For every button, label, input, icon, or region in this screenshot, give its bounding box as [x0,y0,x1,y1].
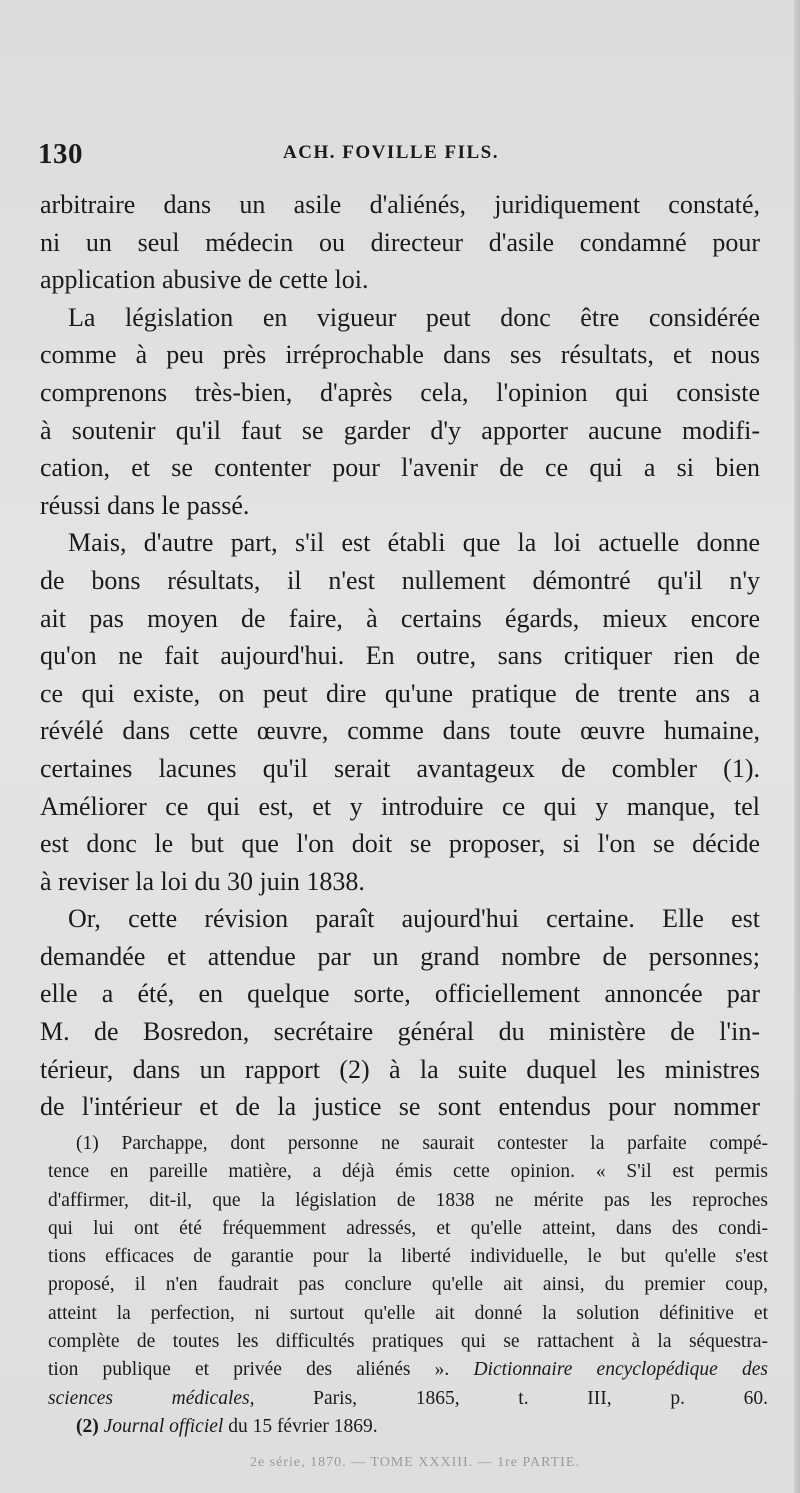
body-line: réussi dans le passé. [40,490,250,520]
footnote-2-source-rest: du 15 février 1869. [223,1415,378,1437]
body-line: La législation en vigueur peut donc être considérée [68,302,760,332]
body-line: à soutenir qu'il faut se garder d'y apporter aucune modifi- [40,415,760,445]
page-header [38,138,758,178]
body-line: cation, et se contenter pour l'avenir de ce qui a si bien [40,453,760,483]
body-line: de bons résultats, il n'est nullement démontré qu'il n'y [40,565,760,595]
body-line: Améliorer ce qui est, et y introduire ce qui y manque, tel [40,791,760,821]
body-line: de l'intérieur et de la justice se sont entendus pour nommer [40,1092,760,1122]
footnote-2 [48,1413,768,1441]
body-line: comprenons très-bien, d'après cela, l'opinion qui consiste [40,377,760,407]
page-edge-shadow [794,0,800,1493]
footnote-line: proposé, il n'en faudrait pas conclure qu'elle ait ainsi, du premier coup, [48,1274,768,1296]
footnote-1 [48,1130,768,1385]
footnote-line: qui lui ont été fréquemment adressés, et qu'elle atteint, dans des condi- [48,1217,768,1239]
footnote-line: complète de toutes les difficultés pratiques qui se rattachent à la séquestra- [48,1331,768,1353]
footnotes [48,1130,768,1441]
footnote-2-marker: (2) [76,1415,99,1437]
body-line: comme à peu près irréprochable dans ses résultats, et nous [40,340,760,370]
footnote-line [48,1356,768,1384]
body-line: Mais, d'autre part, s'il est établi que la loi actuelle donne [68,528,760,558]
body-line: ni un seul médecin ou directeur d'asile condamné pour [40,227,760,257]
footnote-line: atteint la perfection, ni surtout qu'elle ait donné la solution définitive et [48,1302,768,1324]
footnote-1-source-rest: Paris, 1865, t. III, p. 60. [254,1387,768,1409]
footnote-line-text: tion publique et privée des aliénés ». [48,1359,474,1381]
body-line: application abusive de cette loi. [40,265,369,295]
footnote-2-source-title: Journal officiel [103,1415,224,1437]
footnote-1-source-title: Dictionnaire encyclopédique des [473,1359,768,1381]
running-head: ACH. FOVILLE FILS. [283,142,499,163]
body-line: arbitraire dans un asile d'aliénés, juridiquement constaté, [40,190,760,219]
body-line: ait pas moyen de faire, à certains égards, mieux encore [40,603,760,633]
body-line: qu'on ne fait aujourd'hui. En outre, sans critiquer rien de [40,641,760,671]
body-line: ce qui existe, on peut dire qu'une pratique de trente ans a [40,678,760,708]
body-text [40,186,760,1126]
footnote-1-source-line [48,1385,768,1413]
page-number: 130 [38,138,83,170]
footnote-line: tions efficaces de garantie pour la liberté individuelle, le but qu'elle s'est [48,1246,768,1268]
footnote-line: (1) Parchappe, dont personne ne saurait contester la parfaite compé- [76,1133,768,1154]
footnote-line: tence en pareille matière, a déjà émis cette opinion. « S'il est permis [48,1161,768,1183]
footnote-1-source-title-2: sciences médicales, [48,1387,255,1409]
body-line: est donc le but que l'on doit se proposer, si l'on se décide [40,829,760,859]
body-line: Or, cette révision paraît aujourd'hui certaine. Elle est [68,904,760,934]
body-line: elle a été, en quelque sorte, officiellement annoncée par [40,979,760,1009]
body-line: révélé dans cette œuvre, comme dans toute œuvre humaine, [40,716,760,746]
bleed-through-text: 2e série, 1870. — TOME XXXIII. — 1re PARTIE. [250,1455,580,1470]
body-line: M. de Bosredon, secrétaire général du ministère de l'in- [40,1017,760,1047]
body-line: demandée et attendue par un grand nombre de personnes; [40,941,760,971]
footnote-line: d'affirmer, dit-il, que la législation de 1838 ne mérite pas les reproches [48,1189,768,1211]
body-line: certaines lacunes qu'il serait avantageux de combler (1). [40,753,760,783]
body-line: térieur, dans un rapport (2) à la suite duquel les ministres [40,1054,760,1084]
body-line: à reviser la loi du 30 juin 1838. [40,866,365,896]
